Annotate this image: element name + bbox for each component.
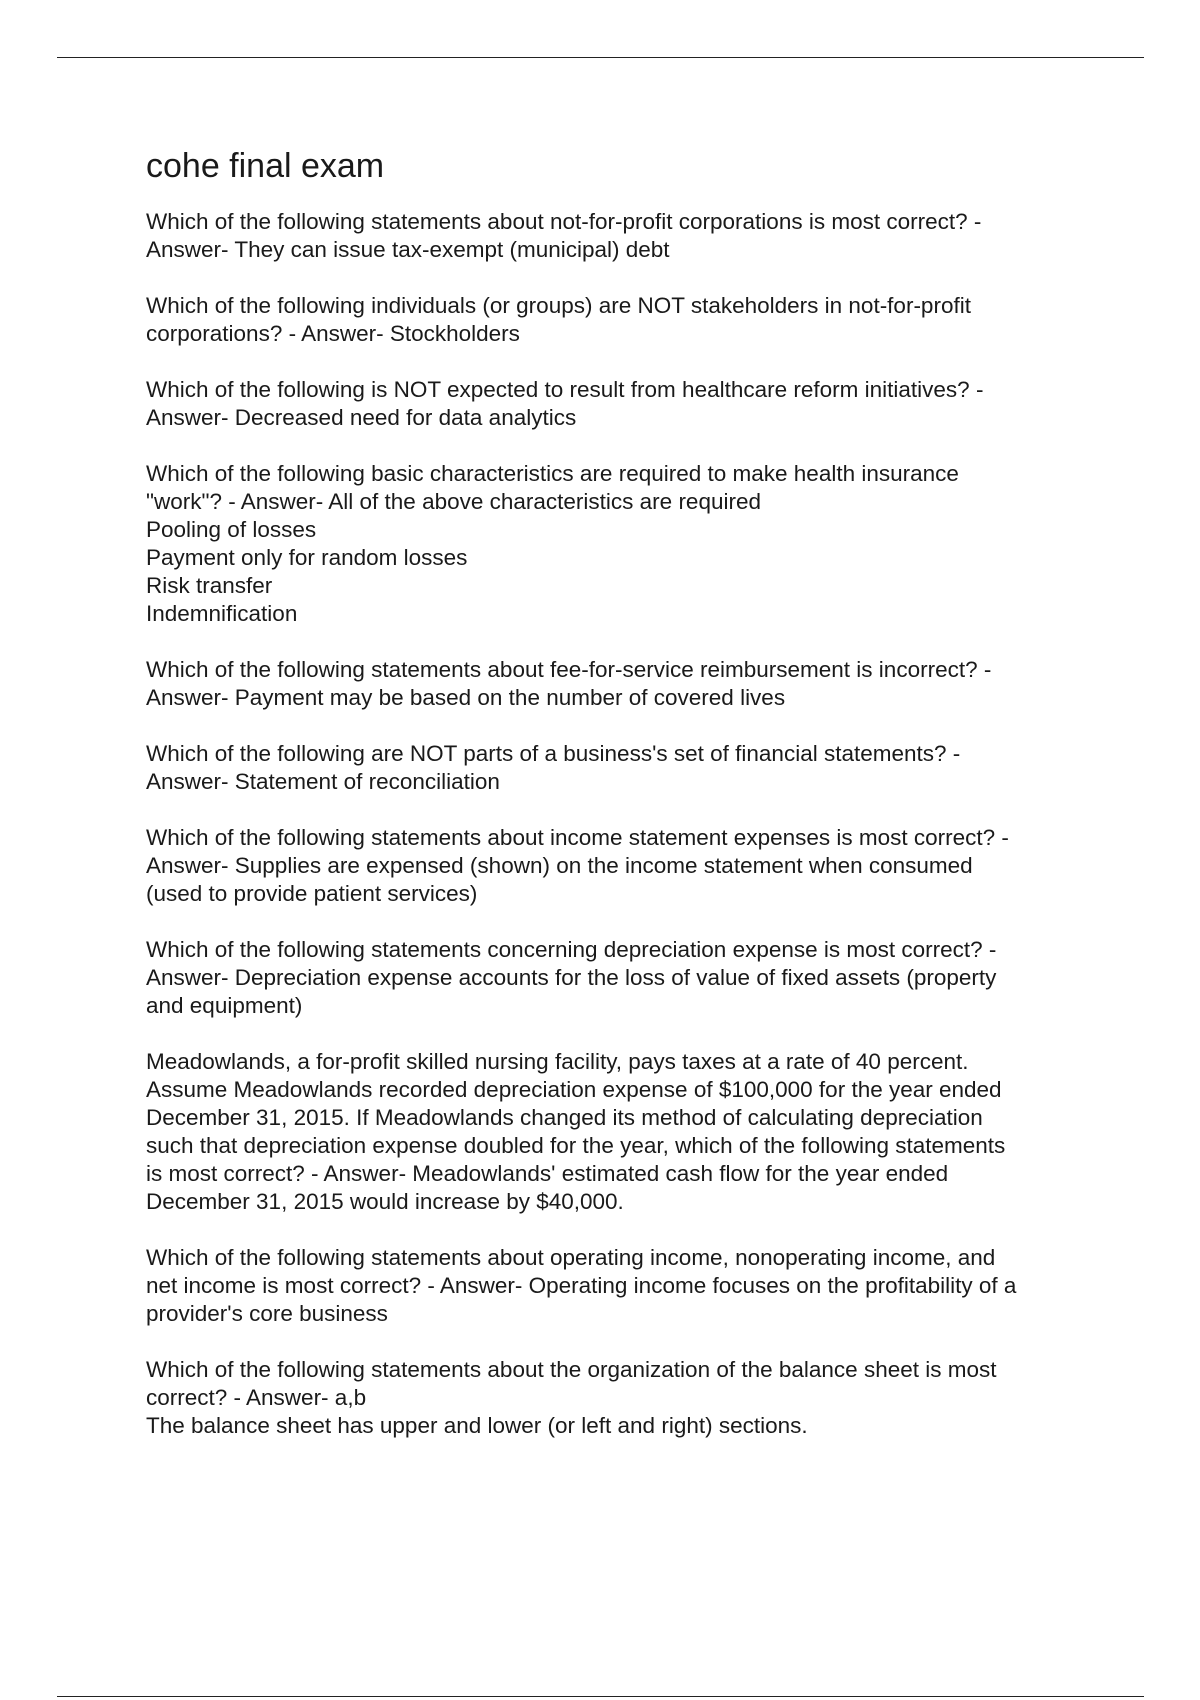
qa-line: Answer- They can issue tax-exempt (municipal) debt: [146, 237, 670, 262]
qa-line: Answer- Depreciation expense accounts for the loss of value of fixed assets (property: [146, 965, 997, 990]
top-divider: [57, 57, 1144, 58]
qa-item: [146, 208, 1106, 264]
qa-line: correct? - Answer- a,b: [146, 1385, 367, 1410]
qa-line: December 31, 2015 would increase by $40,000.: [146, 1189, 624, 1214]
qa-line: corporations? - Answer- Stockholders: [146, 321, 520, 346]
page-title: cohe final exam: [146, 147, 385, 185]
question-answer-list: [146, 208, 1106, 1440]
qa-line: and equipment): [146, 993, 303, 1018]
qa-line: (used to provide patient services): [146, 881, 478, 906]
bottom-divider: [57, 1696, 1144, 1697]
qa-line: "work"? - Answer- All of the above characteristics are required: [146, 489, 761, 514]
document-body: [146, 140, 1106, 1440]
qa-line: Which of the following statements about income statement expenses is most correct? -: [146, 825, 1009, 850]
qa-line: such that depreciation expense doubled for the year, which of the following statements: [146, 1133, 1006, 1158]
qa-line: provider's core business: [146, 1301, 388, 1326]
qa-line: December 31, 2015. If Meadowlands changed its method of calculating depreciation: [146, 1105, 983, 1130]
qa-line: Answer- Supplies are expensed (shown) on the income statement when consumed: [146, 853, 973, 878]
qa-line: net income is most correct? - Answer- Operating income focuses on the profitability of a: [146, 1273, 1017, 1298]
qa-line: Answer- Decreased need for data analytics: [146, 405, 577, 430]
qa-line: Payment only for random losses: [146, 545, 468, 570]
qa-item: [146, 292, 1106, 348]
qa-item: [146, 1048, 1106, 1216]
qa-line: Which of the following statements about operating income, nonoperating income, and: [146, 1245, 996, 1270]
qa-item: [146, 1356, 1106, 1440]
qa-line: Meadowlands, a for-profit skilled nursing facility, pays taxes at a rate of 40 percent.: [146, 1049, 969, 1074]
qa-line: is most correct? - Answer- Meadowlands' estimated cash flow for the year ended: [146, 1161, 949, 1186]
qa-line: Which of the following individuals (or groups) are NOT stakeholders in not-for-profit: [146, 293, 971, 318]
qa-line: Assume Meadowlands recorded depreciation expense of $100,000 for the year ended: [146, 1077, 1002, 1102]
qa-line: The balance sheet has upper and lower (or left and right) sections.: [146, 1413, 808, 1438]
qa-line: Which of the following basic characteristics are required to make health insurance: [146, 461, 959, 486]
qa-line: Answer- Payment may be based on the number of covered lives: [146, 685, 786, 710]
qa-item: [146, 740, 1106, 796]
qa-line: Which of the following statements concerning depreciation expense is most correct? -: [146, 937, 997, 962]
qa-line: Which of the following statements about fee-for-service reimbursement is incorrect? -: [146, 657, 992, 682]
qa-line: Which of the following is NOT expected to result from healthcare reform initiatives? -: [146, 377, 984, 402]
qa-line: Which of the following statements about not-for-profit corporations is most correct? -: [146, 209, 982, 234]
qa-item: [146, 460, 1106, 628]
qa-line: Answer- Statement of reconciliation: [146, 769, 500, 794]
qa-line: Which of the following are NOT parts of a business's set of financial statements? -: [146, 741, 961, 766]
qa-item: [146, 656, 1106, 712]
qa-item: [146, 824, 1106, 908]
qa-item: [146, 936, 1106, 1020]
qa-line: Indemnification: [146, 601, 298, 626]
qa-line: Pooling of losses: [146, 517, 317, 542]
qa-item: [146, 1244, 1106, 1328]
qa-line: Which of the following statements about the organization of the balance sheet is most: [146, 1357, 997, 1382]
qa-item: [146, 376, 1106, 432]
qa-line: Risk transfer: [146, 573, 273, 598]
